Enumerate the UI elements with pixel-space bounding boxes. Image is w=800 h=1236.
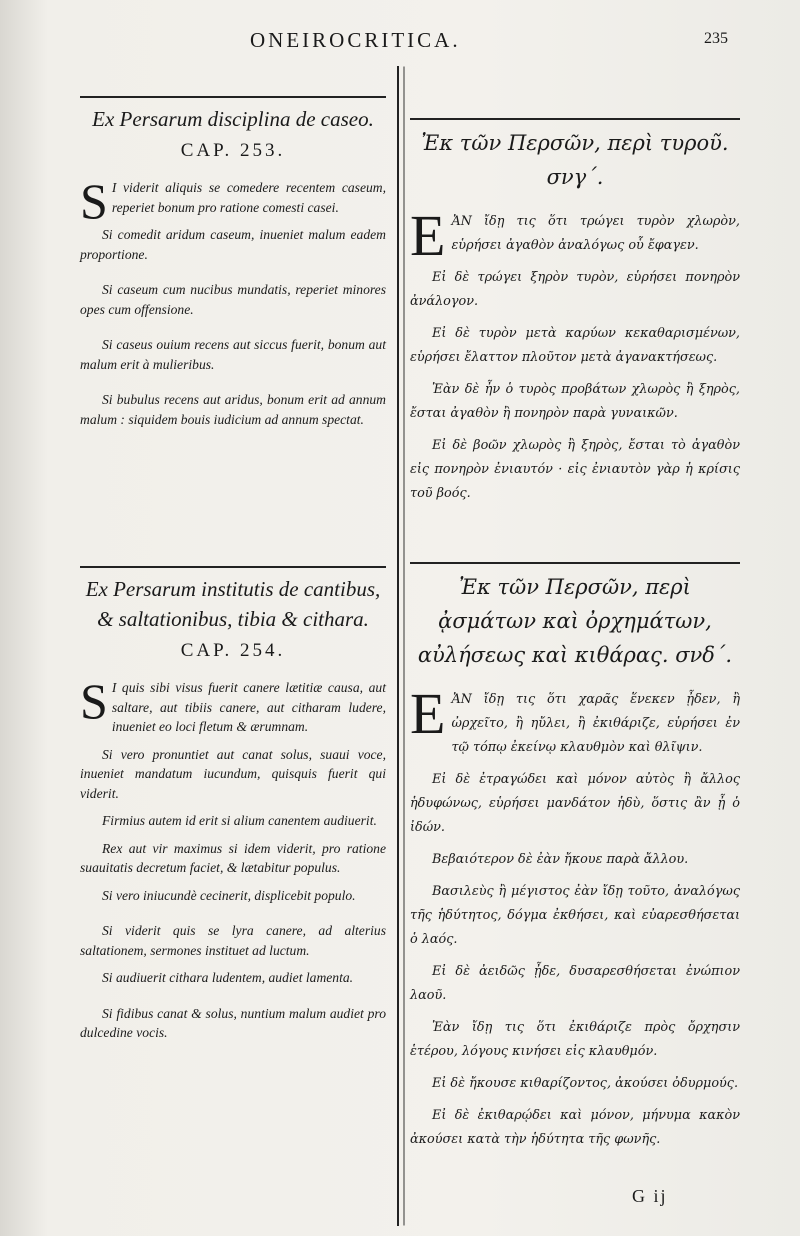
chapter-heading: Ἐκ τῶν Περσῶν, περὶ τυροῦ. σνγ΄. bbox=[421, 131, 729, 189]
paragraph: Firmius autem id erit si alium canentem audiuerit. bbox=[102, 813, 377, 828]
drop-cap: S bbox=[80, 673, 108, 729]
paragraph bbox=[80, 173, 386, 229]
paragraph bbox=[80, 673, 386, 737]
paragraph: Εἰ δὲ βοῶν χλωρὸς ἢ ξηρὸς, ἔσται τὸ ἀγαθὸν εἰς πονηρὸν ἐνιαυτόν · εἰς ἐνιαυτὸν γὰρ ἡ κρίσις τοῦ βοός. bbox=[410, 438, 740, 501]
chapter-number: CAP. 253. bbox=[180, 140, 286, 161]
paragraph: Si vero iniucundè cecinerit, displicebit populo. bbox=[102, 887, 356, 903]
chapter-heading: Ἐκ τῶν Περσῶν, περὶ ᾀσμάτων καὶ ὀρχημάτων, αὐλήσεως καὶ κιθάρας. σνδ΄. bbox=[417, 575, 733, 667]
greek-chapter-253 bbox=[410, 118, 740, 514]
paragraph: Si comedit aridum caseum, inueniet malum eadem proportione. bbox=[80, 227, 386, 262]
paragraph: Εἰ δὲ τρώγει ξηρὸν τυρὸν, εὑρήσει πονηρὸν ἀνάλογον. bbox=[410, 270, 740, 309]
paragraph: Ἐὰν δὲ ἦν ὁ τυρὸς προβάτων χλωρὸς ἢ ξηρὸς, ἔσται ἀγαθὸν ἢ πονηρὸν παρὰ γυναικῶν. bbox=[410, 382, 740, 421]
running-head bbox=[0, 28, 800, 58]
paragraph-text: I viderit aliquis se comedere recentem caseum, reperiet bonum pro ratione comesti casei. bbox=[111, 180, 386, 215]
paragraph-text: I quis sibi visus fuerit canere lætitiæ causa, aut saltare, aut tibiis canere, aut citharam ludere, inueniet eo loci fletum & ærumnam. bbox=[111, 680, 386, 734]
paragraph: Si vero pronuntiet aut canat solus, suaui voce, inueniet mandatum iucundum, quisquis fuerit qui viderit. bbox=[80, 746, 386, 801]
chapter-heading: Ex Persarum institutis de cantibus, & saltationibus, tibia & cithara. bbox=[85, 577, 381, 631]
paragraph: Ἐὰν ἴδῃ τις ὅτι ἐκιθάριζε πρὸς ὄρχησιν ἑτέρου, λόγους κινήσει εἰς κλαυθμόν. bbox=[410, 1020, 740, 1059]
heading-rule bbox=[410, 118, 740, 120]
paragraph: Εἰ δὲ τυρὸν μετὰ καρύων κεκαθαρισμένων, εὑρήσει ἔλαττον πλοῦτον μετὰ ἀγανακτήσεως. bbox=[410, 326, 740, 365]
chapter-heading: Ex Persarum disciplina de caseo. bbox=[92, 107, 374, 131]
paragraph: Rex aut vir maximus si idem viderit, pro ratione suauitatis decretum faciet, & lætabitur populus. bbox=[80, 840, 386, 875]
latin-chapter-254 bbox=[80, 566, 386, 1051]
paragraph: Si fidibus canat & solus, nuntium malum audiet pro dulcedine vocis. bbox=[80, 1005, 386, 1040]
drop-cap: Ε bbox=[410, 681, 446, 746]
drop-cap: Ε bbox=[410, 203, 446, 268]
paragraph: Εἰ δὲ ἀειδῶς ᾖδε, δυσαρεσθήσεται ἐνώπιον λαοῦ. bbox=[410, 964, 740, 1003]
drop-cap: S bbox=[80, 173, 108, 229]
chapter-number: CAP. 254. bbox=[180, 640, 286, 661]
column-divider bbox=[397, 66, 399, 1226]
paragraph: Εἰ δὲ ἤκουσε κιθαρίζοντος, ἀκούσει ὀδυρμούς. bbox=[432, 1076, 739, 1091]
signature-mark: G ij bbox=[632, 1186, 668, 1206]
heading-rule bbox=[410, 562, 740, 564]
paragraph bbox=[410, 681, 740, 760]
running-title: ONEIROCRITICA. bbox=[250, 28, 461, 52]
paragraph: Si caseus ouium recens aut siccus fuerit, bonum aut malum erit à mulieribus. bbox=[80, 337, 386, 372]
heading-rule bbox=[80, 566, 386, 568]
paragraph-text: ἈΝ ἴδῃ τις ὅτι χαρᾶς ἕνεκεν ᾖδεν, ἢ ὠρχεῖτο, ἢ ηὔλει, ἢ ἐκιθάριζε, εὑρήσει ἐν τῷ τόπῳ ἐκείνῳ κλαυθμὸν καὶ θλῖψιν. bbox=[451, 692, 740, 755]
paragraph-text: ἈΝ ἴδῃ τις ὅτι τρώγει τυρὸν χλωρὸν, εὑρήσει ἀγαθὸν ἀναλόγως οὗ ἔφαγεν. bbox=[451, 214, 740, 253]
paragraph bbox=[410, 203, 740, 268]
greek-chapter-254 bbox=[410, 562, 740, 1160]
paragraph: Βασιλεὺς ἢ μέγιστος ἐὰν ἴδῃ τοῦτο, ἀναλόγως τῆς ἡδύτητος, δόγμα ἐκθήσει, καὶ εὐαρεσθήσεται ὁ λαός. bbox=[410, 884, 740, 947]
paragraph: Si caseum cum nucibus mundatis, reperiet minores opes cum offensione. bbox=[80, 282, 386, 317]
heading-rule bbox=[80, 96, 386, 98]
paragraph: Si audiuerit cithara ludentem, audiet lamenta. bbox=[102, 970, 354, 985]
paragraph: Εἰ δὲ ἐτραγώδει καὶ μόνον αὐτὸς ἢ ἄλλος ἡδυφώνως, εὑρήσει μανδάτον ἡδὺ, ὅστις ἂν ᾖ ὁ ἰδών. bbox=[410, 772, 740, 835]
paragraph: Si viderit quis se lyra canere, ad alterius saltationem, sermones instituet ad luctum. bbox=[80, 923, 386, 958]
page-number: 235 bbox=[704, 30, 728, 47]
paragraph: Βεβαιότερον δὲ ἐὰν ἤκουε παρὰ ἄλλου. bbox=[432, 852, 689, 867]
latin-chapter-253 bbox=[80, 96, 386, 437]
paragraph: Si bubulus recens aut aridus, bonum erit ad annum malum : siquidem bouis iudicium ad annum spectat. bbox=[80, 392, 386, 427]
paragraph: Εἰ δὲ ἐκιθαρῴδει καὶ μόνον, μήνυμα κακὸν ἀκούσει κατὰ τὴν ἡδύτητα τῆς φωνῆς. bbox=[410, 1108, 740, 1147]
